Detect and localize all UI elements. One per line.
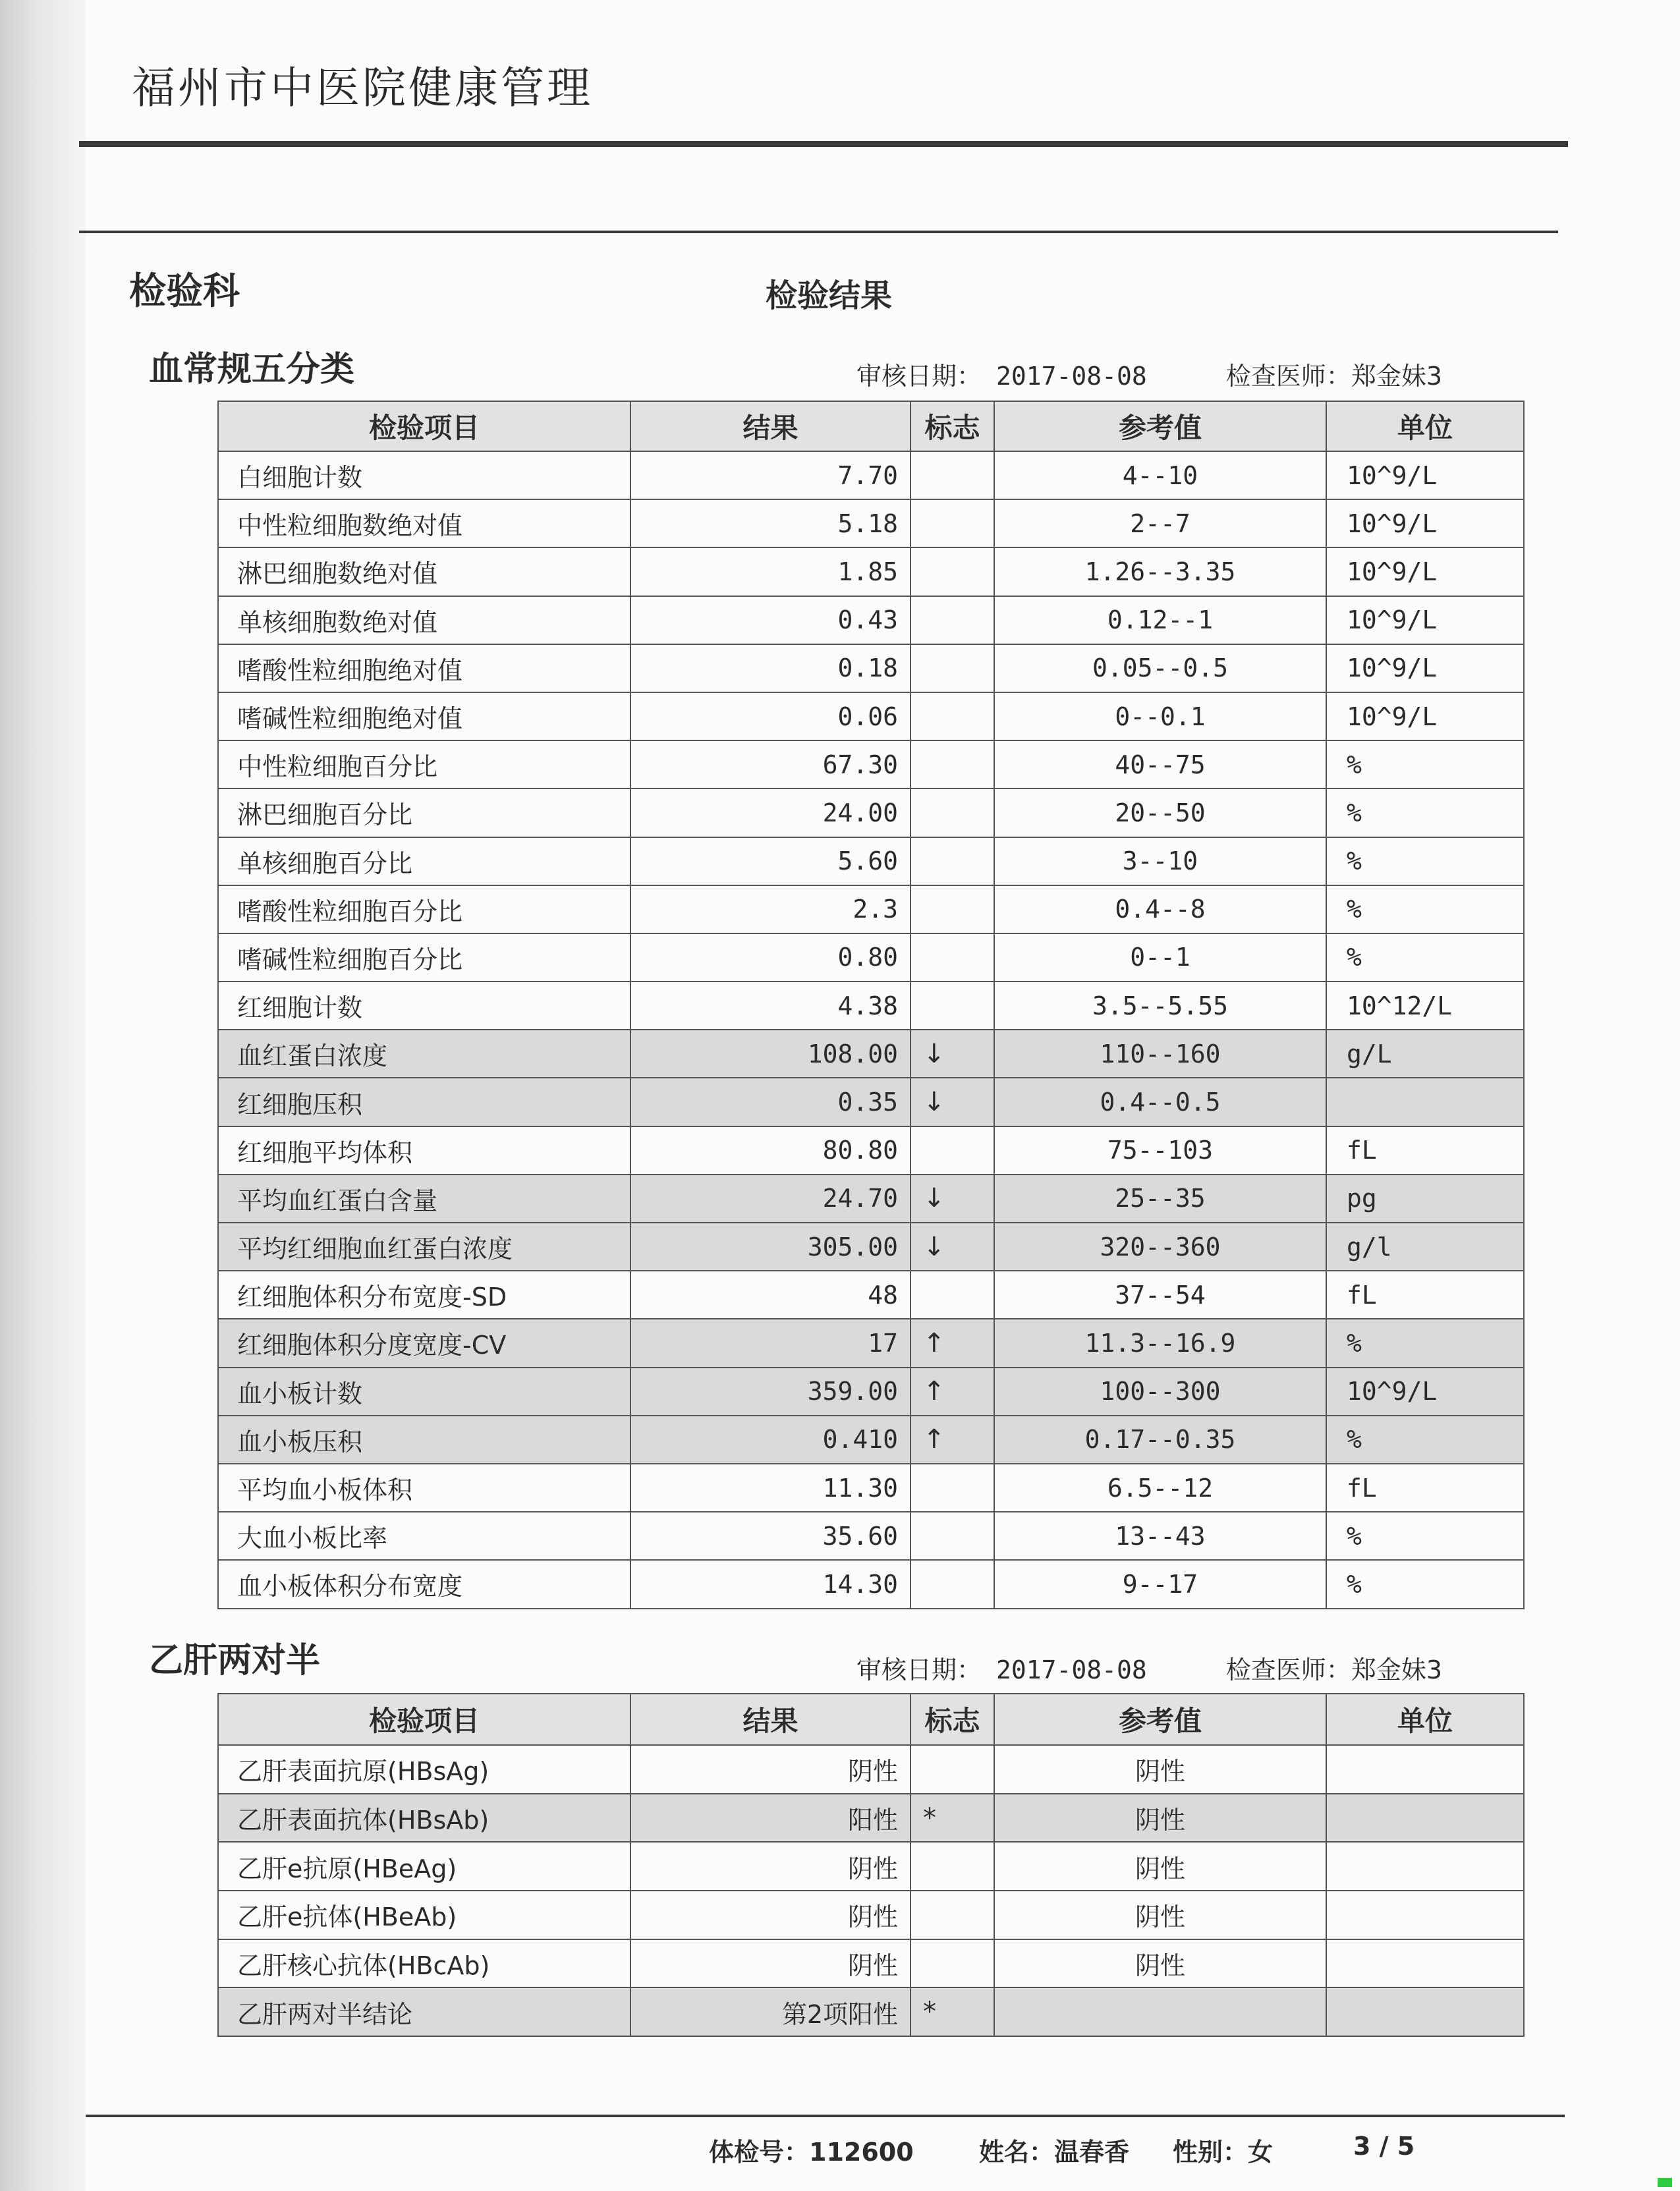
test-result: 305.00 [630, 1223, 910, 1271]
abnormal-flag: ↑ [910, 1416, 994, 1464]
result-unit [1326, 1745, 1524, 1794]
result-unit: % [1326, 885, 1524, 933]
test-result: 67.30 [630, 740, 910, 789]
table-row [218, 1987, 1524, 2036]
doctor-label: 检查医师： [1225, 1655, 1351, 1684]
test-result: 4.38 [630, 982, 910, 1030]
result-unit: g/L [1326, 1030, 1524, 1078]
result-unit: % [1326, 1416, 1524, 1464]
abnormal-flag: * [910, 1794, 994, 1843]
result-unit: g/l [1326, 1223, 1524, 1271]
doctor-label: 检查医师： [1225, 362, 1351, 391]
result-unit: 10^9/L [1326, 451, 1524, 499]
reference-range: 2--7 [994, 499, 1326, 547]
result-unit: 10^9/L [1326, 499, 1524, 547]
table-row [218, 692, 1524, 740]
scan-corner-mark [1658, 2178, 1672, 2187]
result-unit [1326, 1078, 1524, 1126]
table-row [218, 1560, 1524, 1608]
col-header-ref: 参考值 [994, 401, 1326, 451]
test-name: 红细胞平均体积 [218, 1126, 630, 1175]
abnormal-flag: ↑ [910, 1319, 994, 1367]
result-unit: 10^9/L [1326, 547, 1524, 596]
col-header-item: 检验项目 [218, 401, 630, 451]
table-row [218, 1223, 1524, 1271]
review-date-label: 审核日期： [856, 1655, 982, 1684]
table-row [218, 1271, 1524, 1319]
result-unit: % [1326, 740, 1524, 789]
result-unit: 10^9/L [1326, 596, 1524, 644]
test-name: 平均血小板体积 [218, 1464, 630, 1512]
abnormal-flag [910, 1126, 994, 1175]
test-name: 嗜碱性粒细胞绝对值 [218, 692, 630, 740]
patient-name-label: 姓名： [979, 2138, 1055, 2167]
test-result: 24.00 [630, 789, 910, 837]
abnormal-flag [910, 1939, 994, 1988]
test-result: 阴性 [630, 1939, 910, 1988]
result-unit: fL [1326, 1126, 1524, 1175]
test-name: 乙肝e抗原(HBeAg) [218, 1842, 630, 1891]
patient-sex: 女 [1248, 2138, 1274, 2167]
reference-range: 100--300 [994, 1368, 1326, 1416]
test-name: 嗜碱性粒细胞百分比 [218, 933, 630, 982]
cbc-results-table [217, 401, 1525, 1609]
page-number: 3 / 5 [1353, 2132, 1415, 2161]
col-header-unit: 单位 [1326, 1694, 1524, 1745]
reference-range: 阴性 [994, 1745, 1326, 1794]
doctor-name: 郑金妹3 [1351, 362, 1442, 391]
department-label: 检验科 [129, 270, 240, 313]
section-title-cbc: 血常规五分类 [149, 350, 355, 389]
table-row [218, 1794, 1524, 1843]
abnormal-flag [910, 885, 994, 933]
abnormal-flag [910, 933, 994, 982]
test-result: 2.3 [630, 885, 910, 933]
reference-range: 0.17--0.35 [994, 1416, 1326, 1464]
col-header-unit: 单位 [1326, 401, 1524, 451]
result-unit: % [1326, 1319, 1524, 1367]
result-unit [1326, 1842, 1524, 1891]
result-unit: 10^9/L [1326, 1368, 1524, 1416]
test-result: 14.30 [630, 1560, 910, 1608]
test-name: 乙肝表面抗体(HBsAb) [218, 1794, 630, 1843]
test-result: 11.30 [630, 1464, 910, 1512]
table-row [218, 1319, 1524, 1367]
hbv-results-table [217, 1693, 1525, 2037]
test-name: 白细胞计数 [218, 451, 630, 499]
col-header-ref: 参考值 [994, 1694, 1326, 1745]
result-unit [1326, 1939, 1524, 1988]
reference-range: 阴性 [994, 1794, 1326, 1843]
table-row [218, 1126, 1524, 1175]
reference-range: 0.12--1 [994, 596, 1326, 644]
table-row [218, 1745, 1524, 1794]
table-row [218, 1368, 1524, 1416]
table-row [218, 885, 1524, 933]
abnormal-flag [910, 740, 994, 789]
result-unit: % [1326, 1560, 1524, 1608]
result-unit: pg [1326, 1175, 1524, 1223]
test-name: 乙肝两对半结论 [218, 1987, 630, 2036]
patient-sex-label: 性别： [1173, 2138, 1248, 2167]
reference-range: 6.5--12 [994, 1464, 1326, 1512]
abnormal-flag [910, 596, 994, 644]
test-name: 平均血红蛋白含量 [218, 1175, 630, 1223]
reference-range: 9--17 [994, 1560, 1326, 1608]
test-result: 0.35 [630, 1078, 910, 1126]
test-result: 阴性 [630, 1745, 910, 1794]
abnormal-flag [910, 547, 994, 596]
abnormal-flag [910, 451, 994, 499]
test-result: 17 [630, 1319, 910, 1367]
abnormal-flag [910, 1271, 994, 1319]
test-result: 48 [630, 1271, 910, 1319]
exam-no: 112600 [809, 2138, 914, 2167]
abnormal-flag: ↑ [910, 1368, 994, 1416]
reference-range: 3--10 [994, 837, 1326, 885]
test-result: 80.80 [630, 1126, 910, 1175]
test-name: 红细胞体积分度宽度-CV [218, 1319, 630, 1367]
table-row [218, 1078, 1524, 1126]
result-unit: fL [1326, 1464, 1524, 1512]
test-name: 血小板压积 [218, 1416, 630, 1464]
abnormal-flag [910, 692, 994, 740]
reference-range: 阴性 [994, 1939, 1326, 1988]
col-header-flag: 标志 [910, 1694, 994, 1745]
table-row [218, 451, 1524, 499]
review-date: 2017-08-08 [996, 1655, 1147, 1684]
test-result: 7.70 [630, 451, 910, 499]
reference-range: 25--35 [994, 1175, 1326, 1223]
cbc-rows [218, 451, 1524, 1609]
result-unit: fL [1326, 1271, 1524, 1319]
test-name: 血小板体积分布宽度 [218, 1560, 630, 1608]
table-row [218, 740, 1524, 789]
test-result: 阳性 [630, 1794, 910, 1843]
doctor-name: 郑金妹3 [1351, 1655, 1442, 1684]
table-row [218, 1939, 1524, 1988]
table-row [218, 982, 1524, 1030]
reference-range [994, 1987, 1326, 2036]
test-name: 红细胞压积 [218, 1078, 630, 1126]
abnormal-flag: ↓ [910, 1078, 994, 1126]
test-name: 嗜酸性粒细胞百分比 [218, 885, 630, 933]
abnormal-flag [910, 1745, 994, 1794]
result-unit: % [1326, 933, 1524, 982]
table-row [218, 1891, 1524, 1939]
footer-patient-name [979, 2132, 1129, 2168]
test-name: 乙肝表面抗原(HBsAg) [218, 1745, 630, 1794]
table-row [218, 644, 1524, 692]
reference-range: 0.4--8 [994, 885, 1326, 933]
result-unit [1326, 1794, 1524, 1843]
abnormal-flag [910, 1464, 994, 1512]
test-name: 嗜酸性粒细胞绝对值 [218, 644, 630, 692]
abnormal-flag [910, 1891, 994, 1939]
abnormal-flag [910, 644, 994, 692]
test-name: 大血小板比率 [218, 1512, 630, 1560]
footer-rule [86, 2115, 1565, 2117]
table-row [218, 1842, 1524, 1891]
result-unit [1326, 1891, 1524, 1939]
reference-range: 0--1 [994, 933, 1326, 982]
table-row [218, 789, 1524, 837]
reference-range: 13--43 [994, 1512, 1326, 1560]
test-name: 乙肝核心抗体(HBcAb) [218, 1939, 630, 1988]
test-name: 血小板计数 [218, 1368, 630, 1416]
abnormal-flag [910, 982, 994, 1030]
footer-patient-sex [1173, 2132, 1273, 2168]
test-result: 阴性 [630, 1891, 910, 1939]
table-row [218, 499, 1524, 547]
col-header-result: 结果 [630, 1694, 910, 1745]
test-name: 淋巴细胞数绝对值 [218, 547, 630, 596]
abnormal-flag [910, 1842, 994, 1891]
test-name: 乙肝e抗体(HBeAb) [218, 1891, 630, 1939]
abnormal-flag [910, 1512, 994, 1560]
col-header-item: 检验项目 [218, 1694, 630, 1745]
abnormal-flag [910, 837, 994, 885]
exam-no-label: 体检号： [709, 2138, 810, 2167]
test-name: 中性粒细胞数绝对值 [218, 499, 630, 547]
section-meta-cbc [856, 356, 1442, 392]
reference-range: 320--360 [994, 1223, 1326, 1271]
reference-range: 110--160 [994, 1030, 1326, 1078]
review-date: 2017-08-08 [996, 362, 1147, 391]
test-result: 0.410 [630, 1416, 910, 1464]
test-name: 单核细胞百分比 [218, 837, 630, 885]
test-result: 5.60 [630, 837, 910, 885]
section-title-hbv: 乙肝两对半 [149, 1641, 321, 1680]
test-name: 红细胞体积分布宽度-SD [218, 1271, 630, 1319]
abnormal-flag [910, 499, 994, 547]
reference-range: 75--103 [994, 1126, 1326, 1175]
reference-range: 0.4--0.5 [994, 1078, 1326, 1126]
test-name: 平均红细胞血红蛋白浓度 [218, 1223, 630, 1271]
col-header-result: 结果 [630, 401, 910, 451]
result-unit: % [1326, 789, 1524, 837]
test-result: 0.80 [630, 933, 910, 982]
table-row [218, 547, 1524, 596]
result-unit: 10^12/L [1326, 982, 1524, 1030]
hospital-header-title: 福州市中医院健康管理 [132, 63, 593, 113]
header-rule [79, 141, 1568, 147]
test-result: 0.18 [630, 644, 910, 692]
reference-range: 40--75 [994, 740, 1326, 789]
footer-exam-no [709, 2132, 914, 2168]
test-result: 24.70 [630, 1175, 910, 1223]
review-date-label: 审核日期： [856, 362, 982, 391]
reference-range: 4--10 [994, 451, 1326, 499]
test-name: 血红蛋白浓度 [218, 1030, 630, 1078]
test-result: 0.06 [630, 692, 910, 740]
test-result: 108.00 [630, 1030, 910, 1078]
reference-range: 1.26--3.35 [994, 547, 1326, 596]
reference-range: 0--0.1 [994, 692, 1326, 740]
result-unit: % [1326, 837, 1524, 885]
table-row [218, 596, 1524, 644]
hbv-rows [218, 1745, 1524, 2036]
test-name: 红细胞计数 [218, 982, 630, 1030]
test-name: 中性粒细胞百分比 [218, 740, 630, 789]
test-result: 35.60 [630, 1512, 910, 1560]
reference-range: 阴性 [994, 1842, 1326, 1891]
test-name: 单核细胞数绝对值 [218, 596, 630, 644]
reference-range: 11.3--16.9 [994, 1319, 1326, 1367]
table-row [218, 1464, 1524, 1512]
test-result: 1.85 [630, 547, 910, 596]
binding-shadow [0, 0, 86, 2191]
reference-range: 阴性 [994, 1891, 1326, 1939]
header-subrule [79, 231, 1558, 233]
result-unit [1326, 1987, 1524, 2036]
abnormal-flag: ↓ [910, 1223, 994, 1271]
abnormal-flag: ↓ [910, 1030, 994, 1078]
table-row [218, 1512, 1524, 1560]
result-unit: 10^9/L [1326, 644, 1524, 692]
table-row [218, 933, 1524, 982]
reference-range: 3.5--5.55 [994, 982, 1326, 1030]
table-header-row [218, 1694, 1524, 1745]
test-result: 第2项阳性 [630, 1987, 910, 2036]
result-unit: % [1326, 1512, 1524, 1560]
test-name: 淋巴细胞百分比 [218, 789, 630, 837]
test-result: 0.43 [630, 596, 910, 644]
patient-name: 温春香 [1054, 2138, 1130, 2167]
reference-range: 37--54 [994, 1271, 1326, 1319]
abnormal-flag: ↓ [910, 1175, 994, 1223]
result-unit: 10^9/L [1326, 692, 1524, 740]
col-header-flag: 标志 [910, 401, 994, 451]
section-meta-hbv [856, 1650, 1442, 1686]
table-row [218, 1175, 1524, 1223]
test-result: 359.00 [630, 1368, 910, 1416]
table-row [218, 1416, 1524, 1464]
abnormal-flag [910, 789, 994, 837]
reference-range: 0.05--0.5 [994, 644, 1326, 692]
document-title: 检验结果 [766, 277, 893, 314]
abnormal-flag: * [910, 1987, 994, 2036]
test-result: 5.18 [630, 499, 910, 547]
reference-range: 20--50 [994, 789, 1326, 837]
table-row [218, 1030, 1524, 1078]
table-header-row [218, 401, 1524, 451]
table-row [218, 837, 1524, 885]
abnormal-flag [910, 1560, 994, 1608]
test-result: 阴性 [630, 1842, 910, 1891]
